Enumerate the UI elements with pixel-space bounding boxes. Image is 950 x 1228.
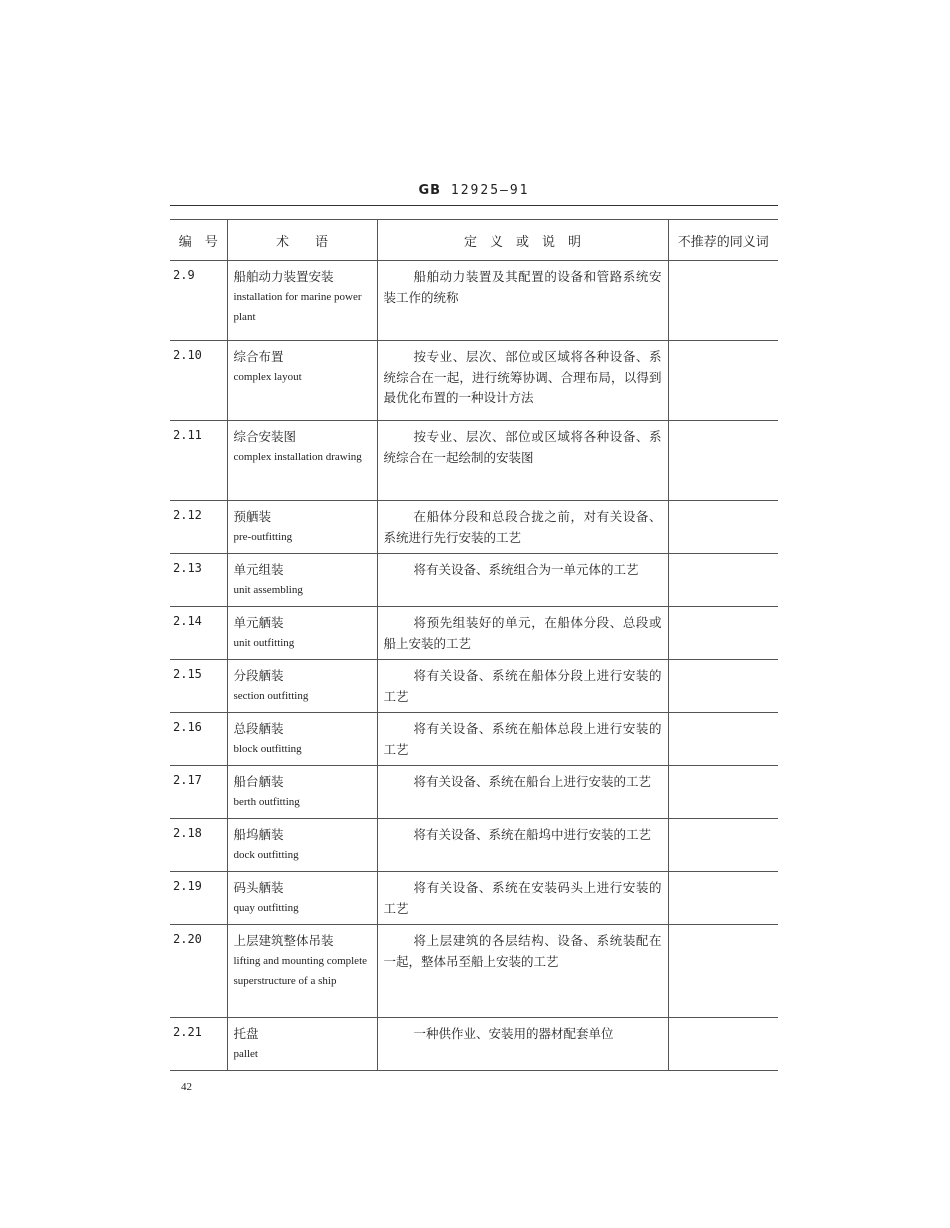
term-synonyms [668, 766, 778, 819]
term-chinese: 综合安装图 [233, 429, 297, 444]
term-cell [227, 925, 377, 1018]
term-synonyms [668, 819, 778, 872]
term-cell [227, 341, 377, 421]
term-english: berth outfitting [233, 796, 300, 808]
term-cell [227, 607, 377, 660]
term-number: 2.14 [170, 607, 227, 660]
table-row [170, 1018, 778, 1071]
term-synonyms [668, 261, 778, 341]
term-cell [227, 554, 377, 607]
term-chinese: 单元舾装 [233, 615, 284, 630]
term-chinese: 船舶动力装置安装 [233, 269, 334, 284]
term-english: unit assembling [233, 584, 303, 596]
term-synonyms [668, 501, 778, 554]
standard-number: 12925—91 [450, 183, 530, 198]
term-english: lifting and mounting complete superstructure of a ship [233, 955, 368, 987]
term-number: 2.13 [170, 554, 227, 607]
term-number: 2.18 [170, 819, 227, 872]
term-cell [227, 766, 377, 819]
table-row [170, 872, 778, 925]
term-cell [227, 872, 377, 925]
term-number: 2.16 [170, 713, 227, 766]
term-cell [227, 261, 377, 341]
term-definition: 船舶动力装置及其配置的设备和管路系统安装工作的统称 [377, 261, 668, 341]
term-english: block outfitting [233, 743, 302, 755]
term-definition: 将有关设备、系统在船台上进行安装的工艺 [377, 766, 668, 819]
term-english: complex installation drawing [233, 451, 362, 463]
term-cell [227, 501, 377, 554]
term-definition: 将有关设备、系统组合为一单元体的工艺 [377, 554, 668, 607]
column-header-synonyms: 不推荐的同义词 [668, 220, 778, 261]
term-synonyms [668, 660, 778, 713]
table-row [170, 421, 778, 501]
term-number: 2.19 [170, 872, 227, 925]
table-row [170, 554, 778, 607]
header-rule [170, 205, 778, 206]
term-number: 2.15 [170, 660, 227, 713]
column-header-term: 术 语 [227, 220, 377, 261]
term-definition: 将预先组装好的单元，在船体分段、总段或船上安装的工艺 [377, 607, 668, 660]
term-definition: 按专业、层次、部位或区域将各种设备、系统综合在一起，进行统筹协调、合理布局，以得到最优化布置的一种设计方法 [377, 341, 668, 421]
term-number: 2.11 [170, 421, 227, 501]
term-cell [227, 660, 377, 713]
term-english: complex layout [233, 371, 302, 383]
term-cell [227, 421, 377, 501]
term-cell [227, 819, 377, 872]
page-number: 42 [181, 1081, 192, 1093]
term-definition: 将有关设备、系统在船坞中进行安装的工艺 [377, 819, 668, 872]
term-chinese: 单元组装 [233, 562, 284, 577]
term-synonyms [668, 421, 778, 501]
term-chinese: 预舾装 [233, 509, 272, 524]
term-chinese: 上层建筑整体吊装 [233, 933, 334, 948]
term-english: dock outfitting [233, 849, 299, 861]
column-header-number: 编 号 [170, 220, 227, 261]
term-number: 2.17 [170, 766, 227, 819]
term-definition: 在船体分段和总段合拢之前，对有关设备、系统进行先行安装的工艺 [377, 501, 668, 554]
term-english: installation for marine power plant [233, 291, 362, 323]
term-synonyms [668, 341, 778, 421]
term-chinese: 船台舾装 [233, 774, 284, 789]
table-header-row [170, 220, 778, 261]
term-definition: 将有关设备、系统在船体总段上进行安装的工艺 [377, 713, 668, 766]
term-chinese: 船坞舾装 [233, 827, 284, 842]
term-chinese: 分段舾装 [233, 668, 284, 683]
term-number: 2.12 [170, 501, 227, 554]
term-synonyms [668, 872, 778, 925]
table-row [170, 713, 778, 766]
term-definition: 将有关设备、系统在安装码头上进行安装的工艺 [377, 872, 668, 925]
term-chinese: 总段舾装 [233, 721, 284, 736]
term-cell [227, 1018, 377, 1071]
term-chinese: 托盘 [233, 1026, 259, 1041]
term-synonyms [668, 1018, 778, 1071]
standard-header [170, 183, 778, 198]
term-number: 2.9 [170, 261, 227, 341]
term-definition: 将上层建筑的各层结构、设备、系统装配在一起，整体吊至船上安装的工艺 [377, 925, 668, 1018]
standard-prefix: GB [418, 183, 442, 198]
term-chinese: 码头舾装 [233, 880, 284, 895]
terms-table [170, 219, 778, 1071]
table-row [170, 819, 778, 872]
term-definition: 将有关设备、系统在船体分段上进行安装的工艺 [377, 660, 668, 713]
table-row [170, 261, 778, 341]
term-definition: 一种供作业、安装用的器材配套单位 [377, 1018, 668, 1071]
term-synonyms [668, 554, 778, 607]
term-english: pre-outfitting [233, 531, 293, 543]
term-synonyms [668, 925, 778, 1018]
table-row [170, 660, 778, 713]
term-number: 2.21 [170, 1018, 227, 1071]
term-english: unit outfitting [233, 637, 295, 649]
term-number: 2.20 [170, 925, 227, 1018]
table-row [170, 341, 778, 421]
term-cell [227, 713, 377, 766]
table-row [170, 501, 778, 554]
table-row [170, 766, 778, 819]
term-english: pallet [233, 1048, 258, 1060]
term-definition: 按专业、层次、部位或区域将各种设备、系统综合在一起绘制的安装图 [377, 421, 668, 501]
term-english: quay outfitting [233, 902, 299, 914]
term-chinese: 综合布置 [233, 349, 284, 364]
term-number: 2.10 [170, 341, 227, 421]
table-row [170, 925, 778, 1018]
column-header-definition: 定 义 或 说 明 [377, 220, 668, 261]
term-synonyms [668, 713, 778, 766]
term-synonyms [668, 607, 778, 660]
table-row [170, 607, 778, 660]
term-english: section outfitting [233, 690, 309, 702]
